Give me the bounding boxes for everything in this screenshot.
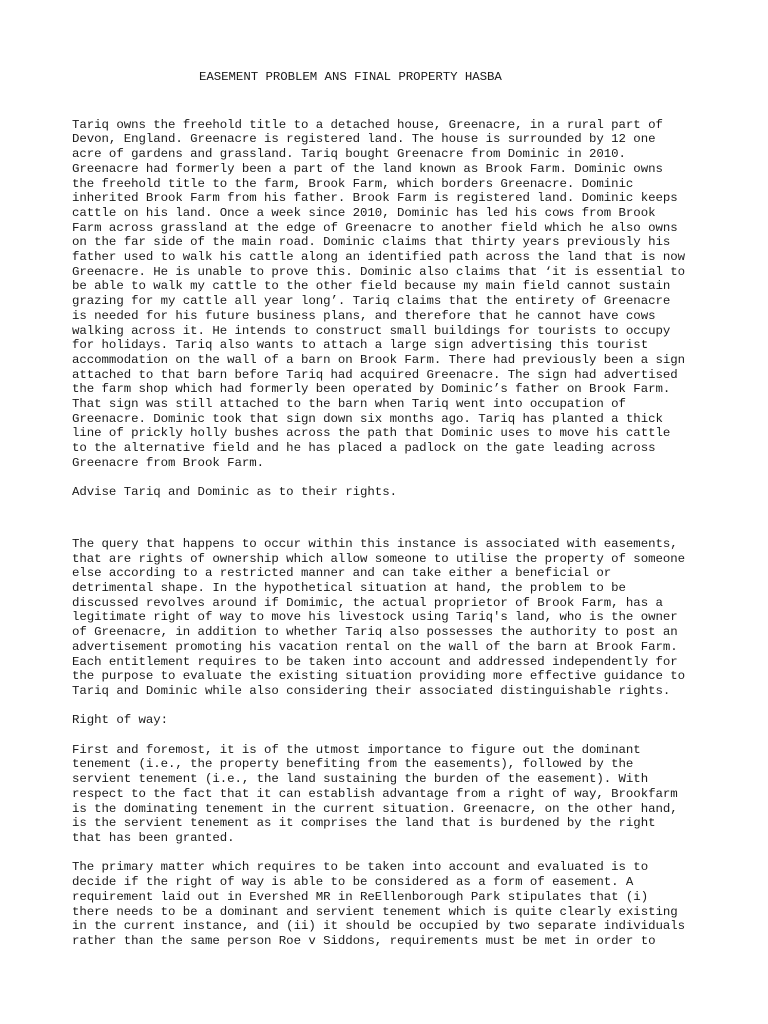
tenement-paragraph: First and foremost, it is of the utmost importance to figure out the dominant tenement (i.e., the property benefiting from the easements), followed by the servient tenement (i.e., the land sustaining the burden of the easement). With respect to the fact that it can establish advantage from a right of way, Brookfarm is the dominating tenement in the current situation. Greenacre, on the other hand, is the servient tenement as it comprises the land that is burdened by the right that has been granted. [72,742,678,845]
query-paragraph: The query that happens to occur within this instance is associated with easements, that are rights of ownership which allow someone to utilise the property of someone else according to a restricted manner and can take either a beneficial or detrimental shape. In the hypothetical situation at hand, the problem to be discussed revolves around if Domimic, the actual proprietor of Brook Farm, has a legitimate right of way to move his livestock using Tariq's land, who is the owner of Greenacre, in addition to whether Tariq also possesses the authority to post an advertisement promoting his vacation rental on the wall of the barn at Brook Farm. Each entitlement requires to be taken into account and addressed independently for the purpose to evaluate the existing situation providing more effective guidance to Tariq and Dominic while also considering their associated distinguishable rights. [72,536,686,698]
primary-matter-paragraph: The primary matter which requires to be taken into account and evaluated is to decide if the right of way is able to be considered as a form of easement. A requirement laid out in Evershed MR in ReEllenborough Park stipulates that (i) there needs to be a dominant and servient tenement which is quite clearly existing in the current instance, and (ii) it should be occupied by two separate individuals rather than the same person Roe v Siddons, requirements must be met in order to [72,860,686,948]
document-page [72,70,712,963]
problem-paragraph: Tariq owns the freehold title to a detached house, Greenacre, in a rural part of Devon, England. Greenacre is registered land. The house is surrounded by 12 one acre of gardens and grassland. Tariq bought Greenacre from Dominic in 2010. Greenacre had formerly been a part of the land known as Brook Farm. Dominic owns the freehold title to the farm, Brook Farm, which borders Greenacre. Dominic inherited Brook Farm from his father. Brook Farm is registered land. Dominic keeps cattle on his land. Once a week since 2010, Dominic has led his cows from Brook Farm across grassland at the edge of Greenacre to another field which he also owns on the far side of the main road. Dominic claims that thirty years previously his father used to walk his cattle along an identified path across the land that is now Greenacre. He is unable to prove this. Dominic also claims that ‘it is essential to be able to walk my cattle to the other field because my main field cannot sustain grazing for my cattle all year long’. Tariq claims that the entirety of Greenacre is needed for his future business plans, and therefore that he cannot have cows walking across it. He intends to construct small buildings for tourists to occupy for holidays. Tariq also wants to attach a large sign advertising this tourist accommodation on the wall of a barn on Brook Farm. There had previously been a sign attached to that barn before Tariq had acquired Greenacre. The sign had advertised the farm shop which had formerly been operated by Dominic’s father on Brook Farm. That sign was still attached to the barn when Tariq went into occupation of Greenacre. Dominic took that sign down six months ago. Tariq has planted a thick line of prickly holly bushes across the path that Dominic uses to move his cattle to the alternative field and he has placed a padlock on the gate leading across Greenacre from Brook Farm. [72,117,686,470]
section-heading-right-of-way: Right of way: [72,713,169,728]
document-title: EASEMENT PROBLEM ANS FINAL PROPERTY HASBA [199,70,502,84]
advise-paragraph: Advise Tariq and Dominic as to their rights. [72,485,397,500]
